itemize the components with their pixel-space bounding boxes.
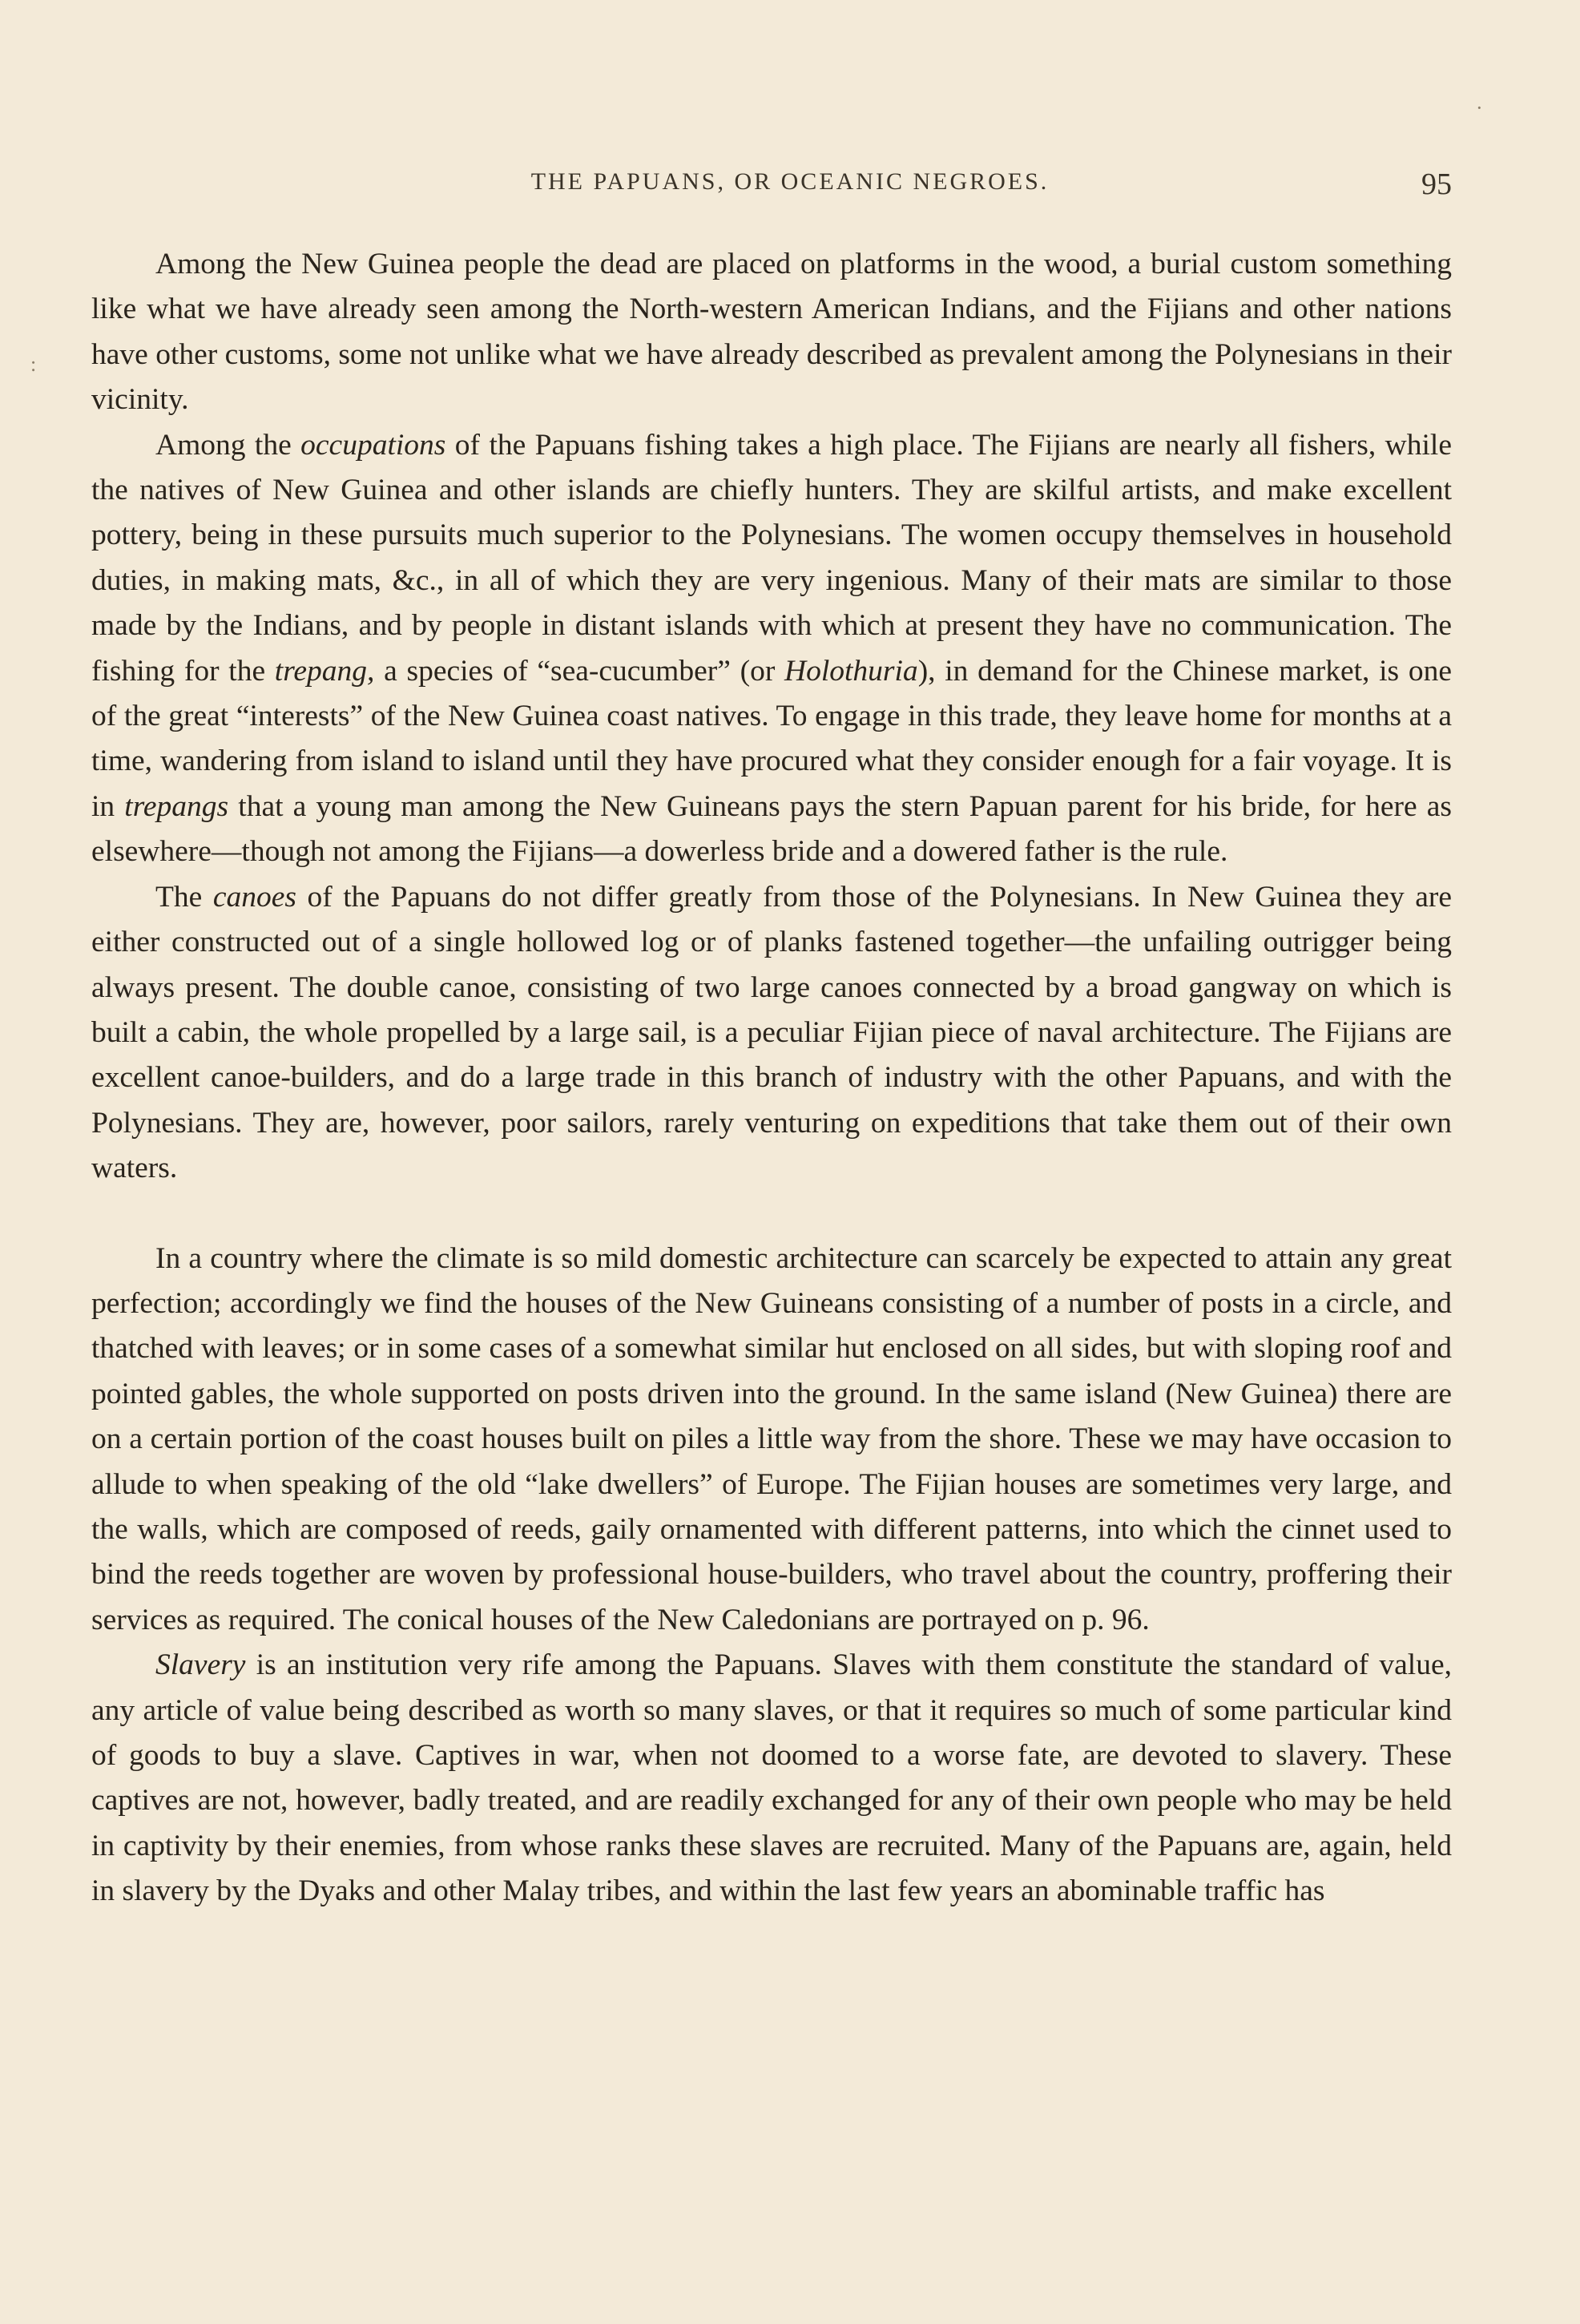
italic-term: trepangs [124,789,229,823]
page-number: 95 [1421,167,1452,201]
italic-term: canoes [212,880,296,914]
italic-term: Slavery [155,1648,246,1682]
text-run: ), in demand for the Chinese market, is one of the great “interests” of the New Guinea coast natives. To engage in this trade, they leave home for months at a time, wandering from island to island until they have procured what they consider enough for a fair voyage. It is in [91,654,1452,823]
italic-term: occupations [300,428,446,462]
text-run: that a young man among the New Guineans pays the stern Papuan parent for his bride, for here as elsewhere—though not among the Fijians—a dowerless bride and a dowered father is the rule. [91,789,1452,869]
paragraph-occupations [91,423,1452,875]
paragraph-slavery [91,1643,1452,1914]
text-run: of the Papuans do not differ greatly from those of the Polynesians. In New Guinea they are either constructed out of a single hollowed log or of planks fastened together—the unfailing outrigger being always present. The double canoe, consisting of two large canoes connected by a broad gangway on which is built a cabin, the whole propelled by a large sail, is a peculiar Fijian piece of naval architecture. The Fijians are excellent canoe-builders, and do a large trade in this branch of industry with the other Papuans, and with the Polynesians. They are, however, poor sailors, rarely venturing on expeditions that take them out of their own waters. [91,880,1452,1185]
text-run: In a country where the climate is so mild domestic architecture can scarcely be expected to attain any great perfection; accordingly we find the houses of the New Guineans consisting of a number of posts in a circle, and thatched with leaves; or in some cases of a somewhat similar hut enclosed on all sides, but with sloping roof and pointed gables, the whole supported on posts driven into the ground. In the same island (New Guinea) there are on a certain portion of the coast houses built on piles a little way from the shore. These we may have occasion to allude to when speaking of the old “lake dwellers” of Europe. The Fijian houses are sometimes very large, and the walls, which are composed of reeds, gaily ornamented with different patterns, into which the cinnet used to bind the reeds together are woven by professional house-builders, who travel about the country, proffering their services as required. The conical houses of the New Caledonians are portrayed on p. 96. [91,1241,1452,1636]
paragraph-architecture [91,1237,1452,1644]
margin-mark: : [30,353,37,376]
italic-term: trepang, [274,654,375,688]
text-run: Among the [155,428,301,462]
text-body [91,242,1452,1914]
page-header [0,168,1580,208]
text-run: Among the New Guinea people the dead are placed on platforms in the wood, a burial custom something like what we have already seen among the North-western American Indians, and the Fijians and other nations have other customs, some not unlike what we have already described as prevalent among the Polynesians in their vicinity. [91,248,1452,417]
italic-term: Holothuria [784,654,918,688]
text-run: is an institution very rife among the Papuans. Slaves with them constitute the standard of value, any article of value being described as worth so many slaves, or that it requires so much of some particular kind of goods to buy a slave. Captives in war, when not doomed to a worse fate, are devoted to slavery. These captives are not, however, badly treated, and are readily exchanged for any of their own people who may be held in captivity by their enemies, from whose ranks these slaves are recruited. Many of the Papuans are, again, held in slavery by the Dyaks and other Malay tribes, and within the last few years an abominable traffic has [91,1648,1452,1908]
paragraph-canoes [91,875,1452,1192]
text-run: of the Papuans fishing takes a high place. The Fijians are nearly all fishers, while the natives of New Guinea and other islands are chiefly hunters. They are skilful artists, and make excellent pottery, being in these pursuits much superior to the Polynesians. The women occupy themselves in household duties, in making mats, &c., in all of which they are very ingenious. Many of their mats are similar to those made by the Indians, and by people in distant islands with which at present they have no communication. The fishing for the [91,428,1452,688]
text-run: a species of “sea-cucumber” (or [374,654,784,688]
paragraph-burial [91,242,1452,423]
running-head: THE PAPUANS, OR OCEANIC NEGROES. [530,168,1050,195]
margin-mark: · [1476,96,1483,119]
text-run: The [155,880,213,914]
